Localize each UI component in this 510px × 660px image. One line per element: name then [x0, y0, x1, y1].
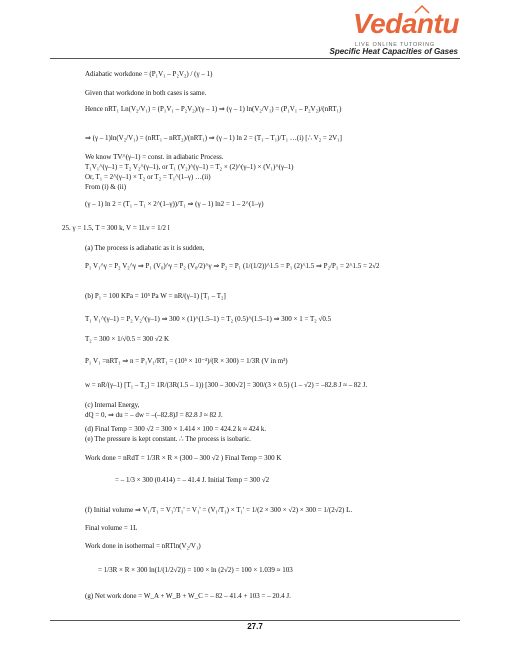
footer-divider	[50, 620, 460, 621]
solution-line: T₁V₁^(γ–1) = T₂ V₂^(γ–1), or T₁ (V₂)^(γ–1) = T₂ × (2)^(γ–1) × (V₁)^(γ–1)	[85, 163, 294, 171]
solution-line: (a) The process is adiabatic as it is sudden,	[85, 244, 205, 252]
solution-line: (f) Initial volume ⇒ V₁/T₁ = V₁'/T₁' = V₁' = (V₁/T₁) × T₁' = 1/(2 × 300 × √2) × 300 = 1/(2√2) L.	[85, 506, 353, 514]
logo-wordmark: Vedantu	[353, 8, 459, 39]
solution-line: Work done in isothermal = nRTln(V₂/V₁)	[85, 542, 201, 550]
solution-line: Adiabatic workdone = (P₁V₁ – P₂V₂) / (γ – 1)	[85, 70, 213, 78]
solution-line: (c) Internal Energy,	[85, 401, 140, 409]
logo-tagline: LIVE ONLINE TUTORING	[355, 42, 435, 48]
solution-line: Hence nRT₁ Ln(V₂/V₁) = (P₁V₁ – P₂V₂)/(γ – 1) ⇒ (γ – 1) ln(V₂/V₁) = (P₁V₁ – P₂V₂)/(nRT₁)	[85, 105, 342, 113]
solution-line: dQ = 0, ⇒ du = – dw = –(–82.8)J = 82.8 J ≈ 82 J.	[85, 411, 223, 419]
page-number: 27.7	[247, 622, 263, 631]
header-divider	[50, 58, 460, 59]
solution-line: (e) The pressure is kept constant. ∴ The process is isobaric.	[85, 435, 251, 443]
solution-line: = 1/3R × R × 300 ln(1/(1/2√2)) = 100 × ln (2√2) = 100 × 1.039 ≈ 103	[98, 566, 293, 574]
solution-line: Given that workdone in both cases is same.	[85, 89, 207, 97]
solution-line: T₁ V₁^(γ–1) = P₂ V₂^(γ–1) ⇒ 300 × (1)^(1.5–1) = T₂ (0.5)^(1.5–1) ⇒ 300 × 1 = T₂ √0.5	[85, 315, 332, 323]
solution-line: We know TV^(γ–1) = const. in adiabatic Process.	[85, 153, 224, 161]
solution-line: T₂ = 300 × 1/√0.5 = 300 √2 K	[85, 335, 169, 343]
solution-line: (γ – 1) ln 2 = (T₁ – T₁ × 2^(1–γ))/T₁ ⇒ (γ – 1) ln2 = 1 – 2^(1–γ)	[85, 200, 264, 208]
solution-line: ⇒ (γ – 1)ln(V₂/V₁) = (nRT₁ – nRT₂)/(nRT₁) ⇒ (γ – 1) ln 2 = (T₁ – T₁)/T₁ …(i) [∴ V₂ = 2V₁]	[85, 134, 342, 142]
solution-line: P₁ V₁ =nRT₁ ⇒ n = P₁V₁/RT₁ = (10⁵ × 10⁻³)/(R × 300) = 1/3R (V in m³)	[85, 357, 288, 365]
solution-line: 25. γ = 1.5, T = 300 k, V = 1Lv = 1/2 l	[62, 224, 170, 232]
solution-line: Work done = nRdT = 1/3R × R × (300 – 300 √2 ) Final Temp = 300 K	[85, 454, 282, 462]
solution-line: (b) P₁ = 100 KPa = 10⁵ Pa W = nR/(γ–1) [T₁ – T₂]	[85, 292, 226, 300]
solution-line: = – 1/3 × 300 (0.414) = – 41.4 J. Initial Temp = 300 √2	[115, 476, 270, 484]
chapter-title: Specific Heat Capacities of Gases	[329, 47, 458, 56]
solution-line: Or, T₁ = 2^(γ–1) × T₂ or T₂ = T₁^(1–γ) …(ii)	[85, 173, 211, 181]
vedantu-logo[interactable]	[353, 6, 463, 50]
solution-line: (d) Final Temp = 300 √2 = 300 × 1.414 × 100 = 424.2 k ≈ 424 k.	[85, 425, 267, 433]
solution-line: From (i) & (ii)	[85, 183, 127, 191]
solution-line: P₁ V₁^γ = P₂ V₂^γ ⇒ P₁ (V₀)^γ = P₂ (V₀/2)^γ ⇒ P₂ = P₁ (1/(1/2))^1.5 = P₁ (2)^1.5 ⇒ P₂/P₁ = 2^1.5 = 2√2	[85, 262, 380, 270]
solution-line: (g) Net work done = W_A + W_B + W_C = – 82 – 41.4 + 103 = – 20.4 J.	[85, 592, 291, 600]
solution-line: Final volume = 1L	[85, 524, 138, 532]
solution-line: w = nR/(γ–1) [T₁ – T₂] = 1R/(3R(1.5 – 1)) [300 – 300√2] = 300/(3 × 0.5) (1 – √2) = –82.8 J ≈ – 82 J.	[85, 381, 368, 389]
